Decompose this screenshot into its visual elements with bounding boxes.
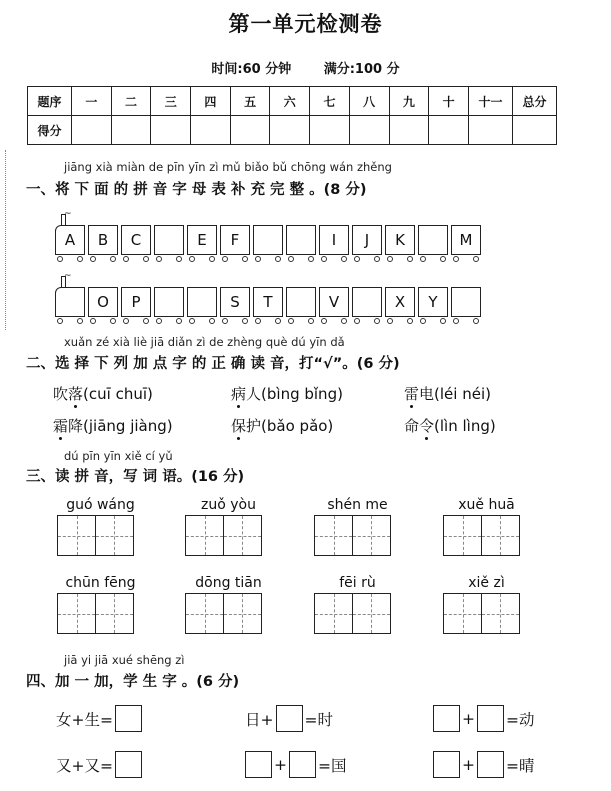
score-header-cell: 总分 xyxy=(513,87,557,116)
character-equation xyxy=(244,751,348,778)
train-letter: V xyxy=(328,293,340,311)
train-blank[interactable] xyxy=(154,287,184,317)
train-car xyxy=(88,225,118,255)
equation-text: 女+生= xyxy=(56,710,113,729)
train-blank[interactable] xyxy=(253,225,283,255)
answer-box[interactable] xyxy=(115,751,142,778)
word-item xyxy=(185,575,272,634)
train-car xyxy=(319,287,349,317)
alphabet-train-1 xyxy=(55,209,481,255)
character-equation xyxy=(244,705,334,732)
answer-box[interactable] xyxy=(477,751,504,778)
writing-cell[interactable] xyxy=(314,593,353,634)
train-blank[interactable] xyxy=(451,287,481,317)
score-cell[interactable] xyxy=(230,116,270,145)
character-equation xyxy=(55,751,143,778)
train-car xyxy=(220,225,250,255)
train-car xyxy=(121,225,151,255)
train-car xyxy=(253,287,283,317)
equation-text: =晴 xyxy=(506,756,535,775)
reading-choice[interactable] xyxy=(53,415,173,436)
score-header-cell: 题序 xyxy=(28,87,72,116)
character-equation xyxy=(55,705,143,732)
writing-cell[interactable] xyxy=(352,593,391,634)
dotted-char: 霜 xyxy=(53,417,69,435)
word-pinyin: fēi rù xyxy=(339,575,376,591)
train-letter: O xyxy=(97,293,109,311)
writing-cell[interactable] xyxy=(481,515,520,556)
sec3-pinyin: dú pīn yīn xiě cí yǔ xyxy=(64,449,173,463)
answer-box[interactable] xyxy=(115,705,142,732)
writing-cell[interactable] xyxy=(443,515,482,556)
writing-cell[interactable] xyxy=(95,593,134,634)
train-car xyxy=(55,209,85,255)
word-item xyxy=(443,497,530,556)
train-car xyxy=(121,287,151,317)
sec2-heading: 二、选 择 下 列 加 点 字 的 正 确 读 音，打“√”。(6 分) xyxy=(26,356,400,372)
score-cell[interactable] xyxy=(429,116,469,145)
writing-cell[interactable] xyxy=(223,515,262,556)
word-pinyin: xiě zì xyxy=(468,575,505,591)
word-pinyin: zuǒ yòu xyxy=(201,497,256,513)
word-item xyxy=(443,575,530,634)
score-cell[interactable] xyxy=(310,116,350,145)
char: 命 xyxy=(404,417,420,435)
train-blank[interactable] xyxy=(154,225,184,255)
exam-meta xyxy=(0,58,611,77)
train-car xyxy=(88,287,118,317)
reading-options: (léi néi) xyxy=(434,385,491,403)
answer-box[interactable] xyxy=(276,705,303,732)
train-car xyxy=(418,287,448,317)
score-header-cell: 五 xyxy=(230,87,270,116)
score-table xyxy=(27,86,557,145)
score-row-label: 得分 xyxy=(28,116,72,145)
score-cell[interactable] xyxy=(151,116,191,145)
answer-box[interactable] xyxy=(433,705,460,732)
word-item xyxy=(314,497,401,556)
score-cell[interactable] xyxy=(72,116,112,145)
answer-box[interactable] xyxy=(477,705,504,732)
equation-text: =时 xyxy=(304,710,333,729)
dotted-char: 落 xyxy=(68,385,84,403)
score-header-cell: 四 xyxy=(191,87,231,116)
score-cell[interactable] xyxy=(469,116,513,145)
char: 电 xyxy=(419,385,435,403)
score-header-cell: 八 xyxy=(349,87,389,116)
equation-text: =国 xyxy=(318,756,347,775)
score-cell[interactable] xyxy=(513,116,557,145)
char: 降 xyxy=(68,417,84,435)
train-letter: E xyxy=(197,231,207,249)
character-equation xyxy=(432,751,536,778)
train-letter: I xyxy=(331,231,337,249)
dotted-char: 令 xyxy=(419,417,435,435)
reading-choice[interactable] xyxy=(404,415,496,436)
dotted-char: 病 xyxy=(231,385,247,403)
train-letter: A xyxy=(64,231,76,249)
train-car xyxy=(187,225,217,255)
score-header-cell: 一 xyxy=(72,87,112,116)
train-letter: F xyxy=(230,231,240,249)
equation-text: 日+ xyxy=(245,710,274,729)
reading-choice[interactable] xyxy=(404,383,491,404)
binding-edge xyxy=(5,150,8,330)
score-header-row xyxy=(28,87,557,116)
word-pinyin: guó wáng xyxy=(66,497,135,513)
sec4-heading: 四、加 一 加，学 生 字 。(6 分) xyxy=(26,674,240,690)
char: 人 xyxy=(246,385,262,403)
score-header-cell: 十 xyxy=(429,87,469,116)
train-car xyxy=(319,225,349,255)
char: 护 xyxy=(246,417,262,435)
writing-cell[interactable] xyxy=(481,593,520,634)
train-blank[interactable] xyxy=(418,225,448,255)
equation-text: =动 xyxy=(506,710,535,729)
word-item xyxy=(314,575,401,634)
writing-cell[interactable] xyxy=(185,515,224,556)
reading-choice[interactable] xyxy=(231,383,343,404)
answer-box[interactable] xyxy=(433,751,460,778)
word-pinyin: shén me xyxy=(327,497,388,513)
score-header-cell: 二 xyxy=(111,87,151,116)
score-header-cell: 六 xyxy=(270,87,310,116)
word-pinyin: xuě huā xyxy=(458,497,515,513)
sec2-pinyin: xuǎn zé xià liè jiā diǎn zì de zhèng què dú yīn dǎ xyxy=(64,335,345,349)
writing-cell[interactable] xyxy=(443,593,482,634)
sec1-pinyin: jiāng xià miàn de pīn yīn zì mǔ biǎo bǔ chōng wán zhěng xyxy=(64,160,392,174)
score-header-cell: 九 xyxy=(389,87,429,116)
word-item xyxy=(57,575,144,634)
train-car xyxy=(385,287,415,317)
sec4-pinyin: jiā yi jiā xué shēng zì xyxy=(64,653,185,667)
character-equation xyxy=(432,705,536,732)
sec3-heading: 三、读 拼 音，写 词 语。(16 分) xyxy=(26,469,245,485)
writing-cell[interactable] xyxy=(57,515,96,556)
reading-options: (jiāng jiàng) xyxy=(83,417,173,435)
train-blank[interactable] xyxy=(286,225,316,255)
score-value-row xyxy=(28,116,557,145)
writing-cell[interactable] xyxy=(185,593,224,634)
score-cell[interactable] xyxy=(349,116,389,145)
score-cell[interactable] xyxy=(270,116,310,145)
word-pinyin: dōng tiān xyxy=(195,575,262,591)
score-header-cell: 三 xyxy=(151,87,191,116)
train-letter: M xyxy=(459,231,473,249)
train-blank[interactable] xyxy=(286,287,316,317)
train-letter: B xyxy=(97,231,109,249)
reading-options: (lìn lìng) xyxy=(434,417,496,435)
equation-text: + xyxy=(462,709,475,728)
writing-cell[interactable] xyxy=(223,593,262,634)
train-letter: K xyxy=(395,231,405,249)
time-limit: 时间:60 分钟 xyxy=(211,62,292,77)
reading-choice[interactable] xyxy=(231,415,333,436)
train-blank[interactable] xyxy=(187,287,217,317)
train-letter: C xyxy=(130,231,142,249)
train-car xyxy=(352,225,382,255)
score-cell[interactable] xyxy=(191,116,231,145)
dotted-char: 雷 xyxy=(404,385,420,403)
sec1-heading: 一、将 下 面 的 拼 音 字 母 表 补 充 完 整 。(8 分) xyxy=(26,182,367,198)
equation-text: + xyxy=(462,755,475,774)
score-cell[interactable] xyxy=(111,116,151,145)
train-blank[interactable] xyxy=(352,287,382,317)
writing-cell[interactable] xyxy=(57,593,96,634)
train-letter: S xyxy=(230,293,240,311)
reading-options: (bǎo pǎo) xyxy=(261,417,334,435)
train-letter: T xyxy=(263,293,273,311)
answer-box[interactable] xyxy=(245,751,272,778)
train-letter: X xyxy=(394,293,406,311)
train-letter: Y xyxy=(428,293,438,311)
train-car xyxy=(451,225,481,255)
score-header-cell: 十一 xyxy=(469,87,513,116)
reading-options: (bìng bǐng) xyxy=(261,385,343,403)
char: 吹 xyxy=(53,385,69,403)
page-title: 第一单元检测卷 xyxy=(228,11,383,36)
smoke-icon: ~ xyxy=(64,271,72,281)
full-score: 满分:100 分 xyxy=(323,62,400,77)
reading-choice[interactable] xyxy=(53,383,153,404)
dotted-char: 保 xyxy=(231,417,247,435)
score-cell[interactable] xyxy=(389,116,429,145)
writing-cell[interactable] xyxy=(95,515,134,556)
writing-cell[interactable] xyxy=(352,515,391,556)
train-blank[interactable] xyxy=(55,271,85,317)
answer-box[interactable] xyxy=(289,751,316,778)
word-item xyxy=(57,497,144,556)
equation-text: + xyxy=(274,755,287,774)
train-car xyxy=(220,287,250,317)
reading-options: (cuī chuī) xyxy=(83,385,153,403)
train-letter: J xyxy=(364,231,370,249)
score-header-cell: 七 xyxy=(310,87,350,116)
word-item xyxy=(185,497,272,556)
train-car xyxy=(385,225,415,255)
alphabet-train-2 xyxy=(55,271,481,317)
word-pinyin: chūn fēng xyxy=(65,575,136,591)
train-letter: P xyxy=(131,293,141,311)
smoke-icon: ~ xyxy=(64,209,72,219)
equation-text: 又+又= xyxy=(56,756,113,775)
writing-cell[interactable] xyxy=(314,515,353,556)
